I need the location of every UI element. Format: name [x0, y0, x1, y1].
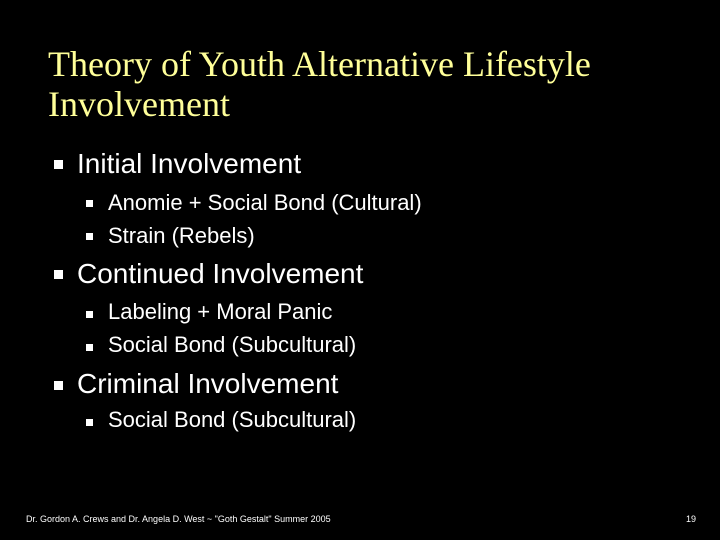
section-item: Social Bond (Subcultural)	[108, 332, 357, 357]
bullet-square-icon	[54, 270, 63, 279]
section-item: Labeling + Moral Panic	[108, 299, 333, 324]
slide-title: Theory of Youth Alternative Lifestyle Involvement	[48, 44, 591, 124]
section-heading-continued: Continued Involvement	[77, 258, 364, 289]
section-heading-criminal: Criminal Involvement	[77, 368, 339, 399]
footer-credit: Dr. Gordon A. Crews and Dr. Angela D. West ~ "Goth Gestalt" Summer 2005	[26, 514, 331, 524]
section-heading-initial: Initial Involvement	[77, 148, 302, 179]
bullet-square-icon	[86, 311, 93, 318]
bullet-square-icon	[86, 200, 93, 207]
bullet-square-icon	[54, 381, 63, 390]
page-number: 19	[686, 514, 697, 524]
bullet-square-icon	[86, 233, 93, 240]
section-item: Strain (Rebels)	[108, 223, 255, 248]
bullet-square-icon	[54, 160, 63, 169]
section-item: Social Bond (Subcultural)	[108, 407, 357, 432]
bullet-square-icon	[86, 344, 93, 351]
bullet-square-icon	[86, 419, 93, 426]
section-item: Anomie + Social Bond (Cultural)	[108, 190, 422, 215]
